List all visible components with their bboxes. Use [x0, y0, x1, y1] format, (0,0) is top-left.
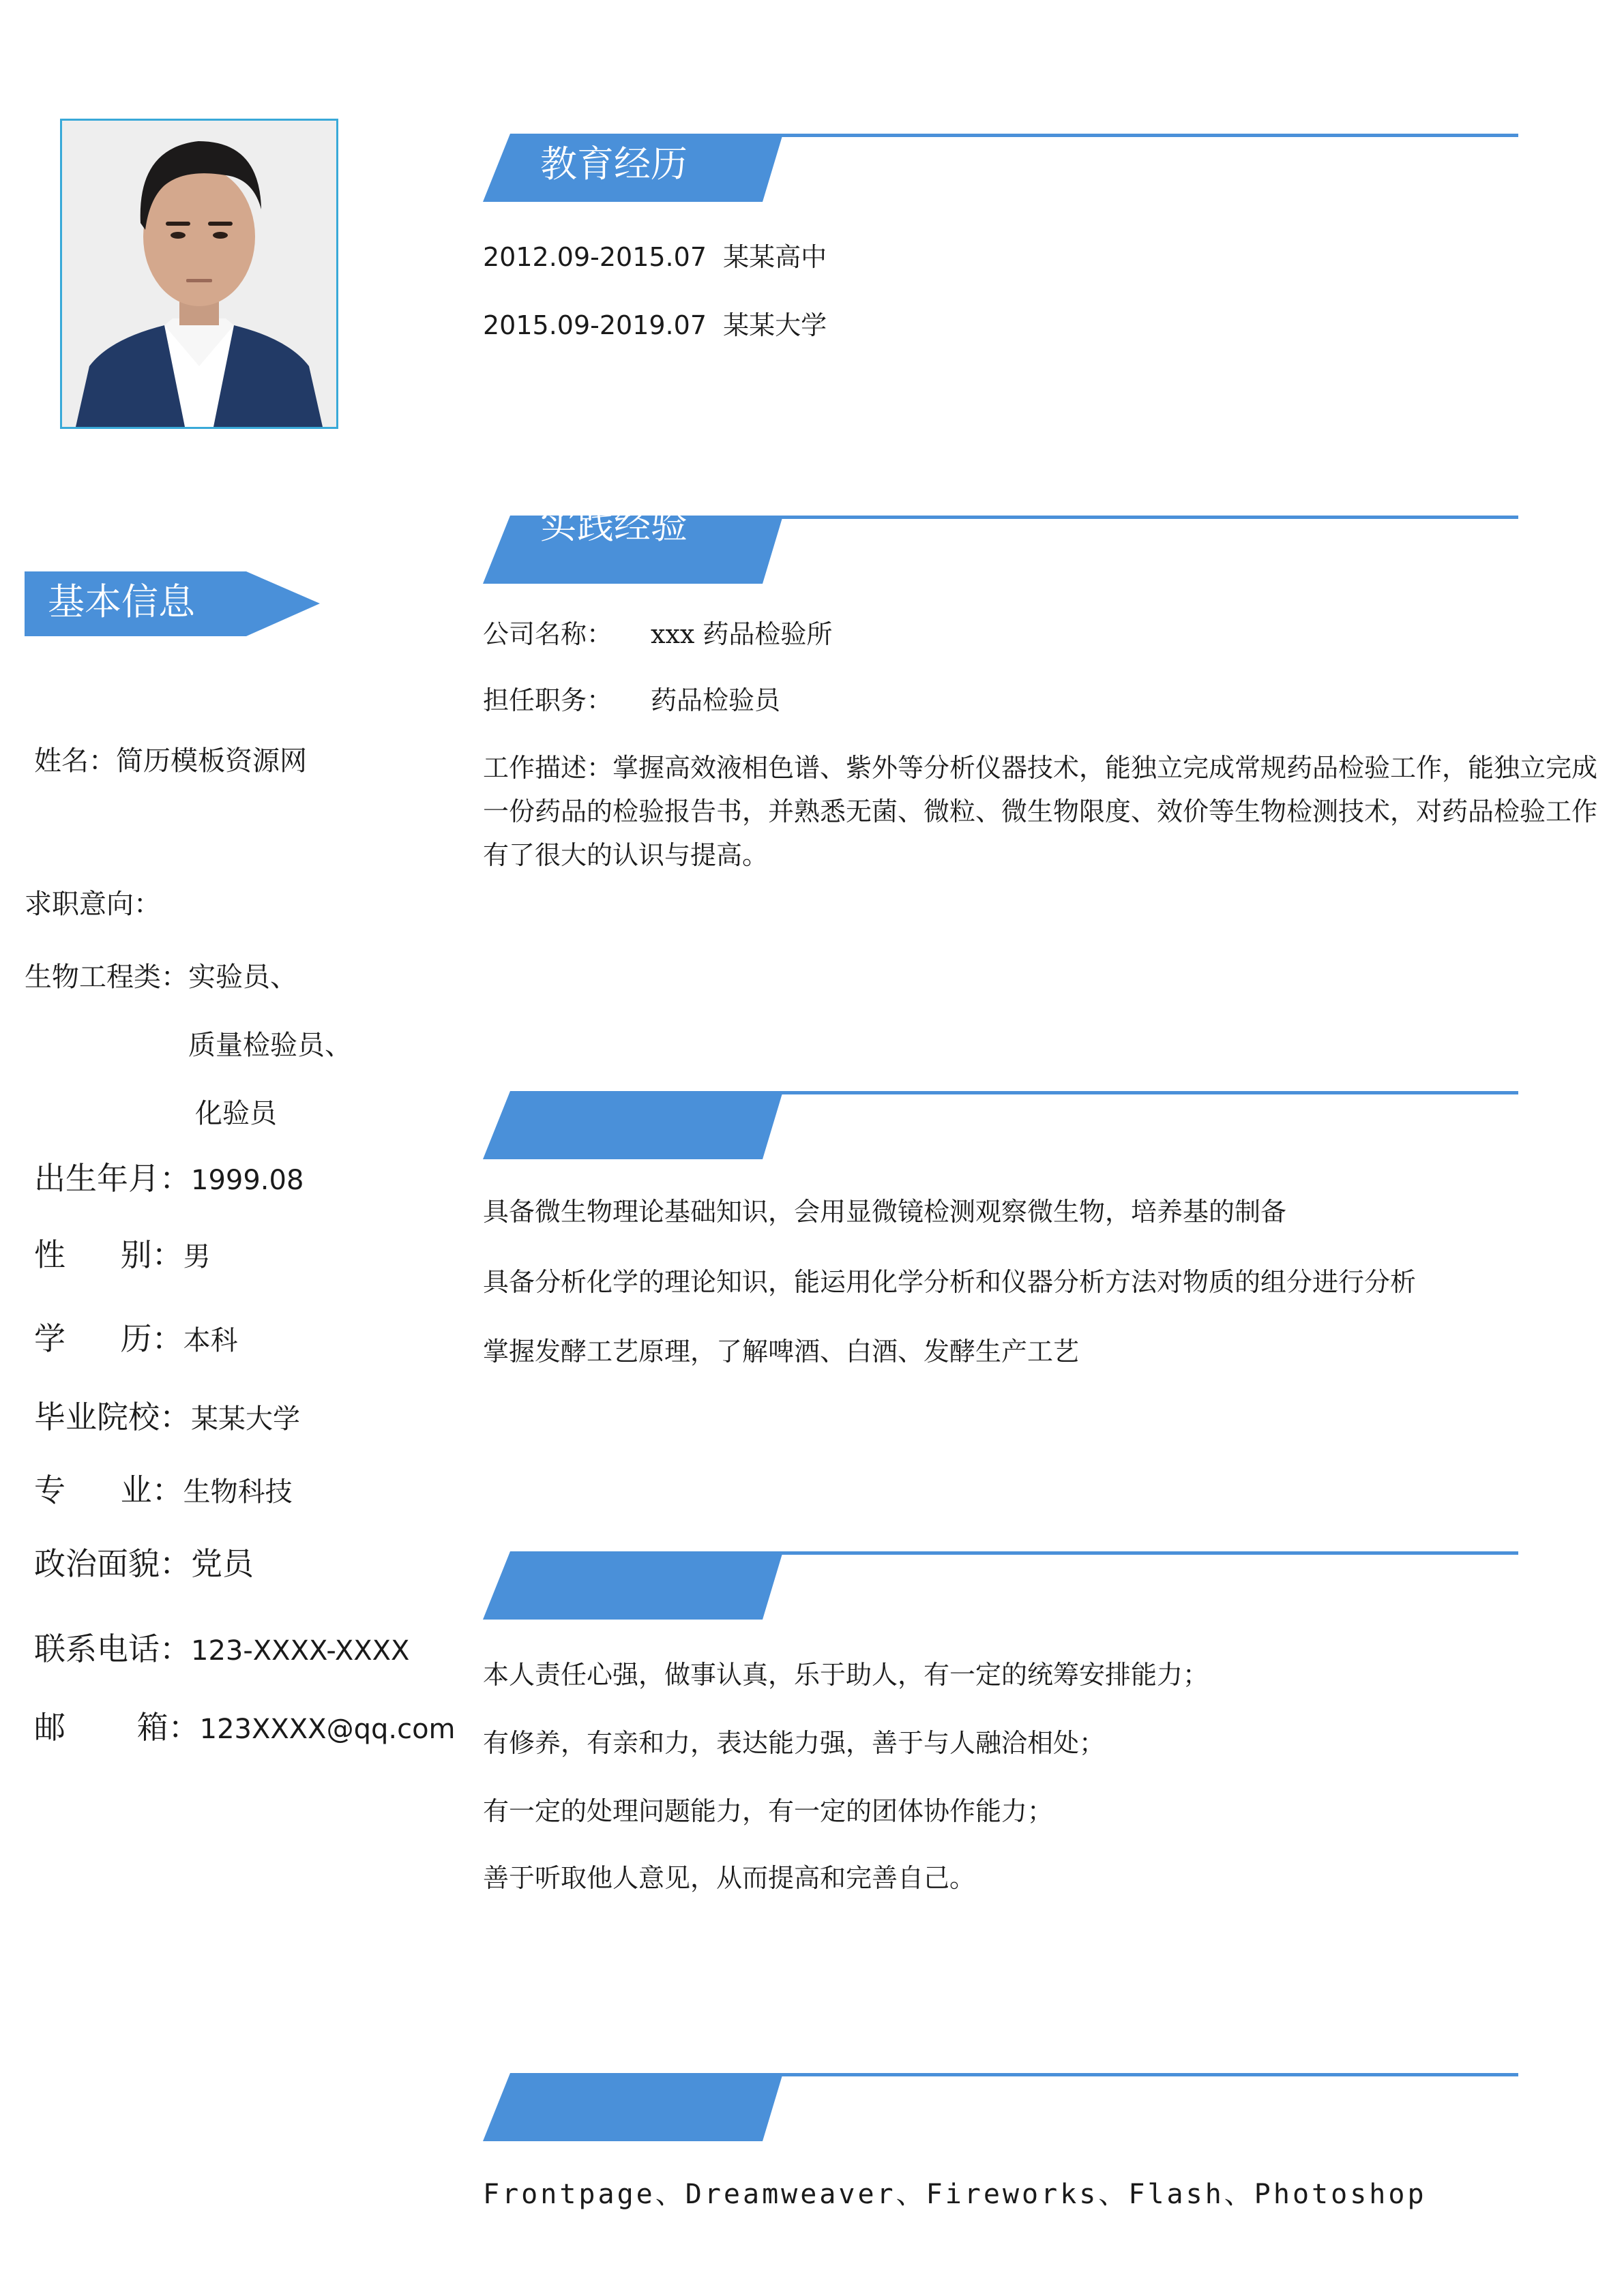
school-row — [34, 1398, 300, 1438]
education-value: 本科 — [183, 1325, 238, 1356]
evaluation-item: 善于听取他人意见，从而提高和完善自己。 — [483, 1863, 976, 1893]
education-divider — [728, 134, 1518, 137]
education-row — [34, 1320, 238, 1360]
name-label: 姓名： — [34, 745, 116, 777]
email-label: 邮 箱： — [34, 1709, 200, 1746]
major-label: 专 业： — [34, 1472, 183, 1508]
intent-label: 求职意向： — [25, 889, 161, 920]
knowledge-item: 具备微生物理论基础知识，会用显微镜检测观察微生物，培养基的制备 — [483, 1197, 1287, 1227]
phone-label: 联系电话： — [34, 1630, 191, 1667]
phone-row — [34, 1630, 409, 1670]
position-value: 药品检验员 — [651, 685, 781, 715]
section-tab-shape — [483, 2073, 783, 2141]
evaluation-item: 本人责任心强，做事认真，乐于助人，有一定的统筹安排能力； — [483, 1660, 1209, 1690]
company-row — [483, 612, 832, 656]
education-title: 教育经历 — [540, 143, 688, 185]
education-row-2 — [483, 303, 827, 347]
evaluation-header — [483, 1551, 783, 1620]
intent-line-1: 生物工程类：实验员、 — [25, 961, 297, 993]
gender-value: 男 — [183, 1241, 211, 1272]
name-row — [34, 742, 307, 780]
company-label: 公司名称： — [483, 619, 613, 649]
intent-line-3: 化验员 — [195, 1098, 277, 1129]
politics-value: 党员 — [191, 1545, 254, 1582]
evaluation-item: 有一定的处理问题能力，有一定的团体协作能力； — [483, 1796, 1054, 1826]
company-value: xxx 药品检验所 — [651, 619, 833, 649]
knowledge-item: 具备分析化学的理论知识，能运用化学分析和仪器分析方法对物质的组分进行分析 — [483, 1267, 1417, 1297]
gender-row — [34, 1236, 211, 1276]
school-value: 某某大学 — [191, 1403, 300, 1435]
birth-label: 出生年月： — [34, 1160, 191, 1197]
name-value: 简历模板资源网 — [116, 745, 307, 777]
politics-label: 政治面貌： — [34, 1545, 191, 1582]
education-header — [483, 134, 783, 202]
email-value: 123XXXX@qq.com — [199, 1714, 456, 1745]
education-row-1 — [483, 235, 827, 279]
intent-line-2: 质量检验员、 — [188, 1030, 352, 1061]
skills-divider — [728, 2073, 1518, 2076]
portrait-image — [62, 121, 336, 427]
practice-divider — [728, 516, 1518, 519]
knowledge-item: 掌握发酵工艺原理，了解啤酒、白酒、发酵生产工艺 — [483, 1337, 1080, 1367]
major-row — [34, 1471, 293, 1511]
basic-info-title: 基本信息 — [48, 580, 195, 623]
practice-header — [483, 504, 783, 584]
gender-label: 性 别： — [34, 1236, 183, 1273]
profile-photo — [60, 119, 338, 429]
skills-list: Frontpage、Dreamweaver、Fireworks、Flash、Photoshop — [483, 2179, 1427, 2210]
education-period: 2015.09-2019.07 — [483, 310, 707, 340]
email-row — [34, 1708, 456, 1748]
knowledge-divider — [728, 1091, 1518, 1094]
knowledge-header — [483, 1091, 783, 1159]
section-tab-shape — [483, 1551, 783, 1620]
major-value: 生物科技 — [183, 1476, 293, 1508]
position-row — [483, 679, 780, 722]
practice-description: 工作描述：掌握高效液相色谱、紫外等分析仪器技术，能独立完成常规药品检验工作，能独立完成一份药品的检验报告书，并熟悉无菌、微粒、微生物限度、效价等生物检测技术，对药品检验工作有了很大的认识与提高。 — [483, 753, 1598, 870]
education-school: 某某高中 — [723, 242, 827, 272]
practice-title: 实践经验 — [540, 504, 688, 547]
evaluation-divider — [728, 1551, 1518, 1555]
basic-info-tag — [25, 571, 320, 636]
phone-value: 123-XXXX-XXXX — [191, 1635, 410, 1667]
education-period: 2012.09-2015.07 — [483, 242, 707, 272]
birth-value: 1999.08 — [191, 1165, 304, 1196]
position-label: 担任职务： — [483, 685, 613, 715]
evaluation-item: 有修养，有亲和力，表达能力强，善于与人融洽相处； — [483, 1728, 1106, 1758]
politics-row — [34, 1545, 254, 1585]
skills-header — [483, 2073, 783, 2141]
school-label: 毕业院校： — [34, 1399, 191, 1435]
birth-row — [34, 1159, 304, 1199]
education-school: 某某大学 — [723, 310, 827, 340]
section-tab-shape — [483, 1091, 783, 1159]
education-label: 学 历： — [34, 1320, 183, 1357]
